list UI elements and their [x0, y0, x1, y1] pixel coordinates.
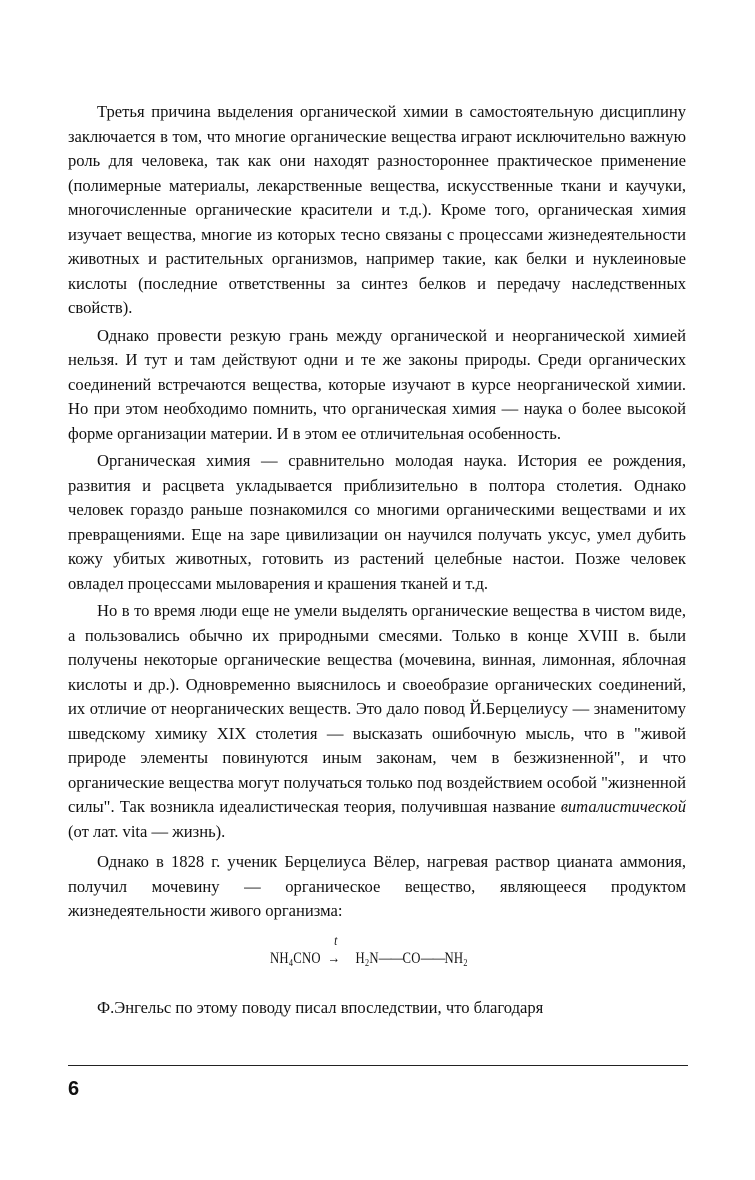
paragraph-no-sharp-boundary: Однако провести резкую грань между органической и неорганической химией нельзя. И тут и там действуют одни и те же законы природы. Среди органических соединений встречаются вещества, которые изучают в курсе неорганической химии. Но при этом необходимо помнить, что органическая химия — наука о более высокой форме организации материи. И в этом ее отличительная особенность.	[68, 325, 686, 443]
product-carbonyl: CO	[402, 949, 421, 967]
paragraph-vitalism-text: Но в то время люди еще не умели выделять органические вещества в чистом виде, а пользовались обычно их природными смесями. Только в конце XVIII в. были получены некоторые органические вещества (мочевина, винная, лимонная, яблочная кислоты и др.). Одновременно выяснилось и своеобразие органических соединений, их отличие от неорганических веществ. Это дало повод Й.Берцелиусу — знаменитому шведскому химику XIX столетия — высказать ошибочную мысль, что в "живой природе элементы повинуются иным законам, чем в безжизненной", и что органические вещества могут получаться только под воздействием особой "жизненной силы". Так возникла идеалистическая теория, получившая название	[68, 601, 686, 816]
paragraph-engels: Ф.Энгельс по этому поводу писал впоследствии, что благодаря	[97, 997, 544, 1017]
product-amine-group: $H_2N$	[355, 949, 379, 969]
paragraph-vitalism	[68, 599, 686, 844]
bond-2: ——	[420, 949, 445, 967]
bond-1: ——	[378, 949, 403, 967]
footer-rule	[68, 1065, 688, 1066]
paragraph-wohler-synthesis: Однако в 1828 г. ученик Берцелиуса Вёлер, нагревая раствор цианата аммония, получил мочевину — органическое вещество, являющееся продуктом жизнедеятельности живого организма:	[68, 852, 686, 920]
page-number: 6	[68, 1078, 80, 1100]
paragraph-organic-chemistry-reason: Третья причина выделения органической химии в самостоятельную дисциплину заключается в том, что многие органические вещества играют исключительно важную роль для человека, так как они находят разностороннее практическое применение (полимерные материалы, лекарственные вещества, искусственные ткани и каучуки, многочисленные органические красители и т.д.). Кроме того, органическая химия изучает вещества, многие из которых тесно связаны с процессами жизнедеятельности животных и растительных организмов, например такие, как белки и нуклеиновые кислоты (последние ответственны за синтез белков и передачу наследственных свойств).	[68, 102, 686, 317]
paragraph-young-science: Органическая химия — сравнительно молодая наука. История ее рождения, развития и расцвета укладывается приблизительно в полтора столетия. Однако человек гораздо раньше познакомился со многими органическими веществами и их превращениями. Еще на заре цивилизации он научился получать уксус, умел дубить кожу убитых животных, готовить из растений целебные настои. Позже человек овладел процессами мыловарения и крашения тканей и т.д.	[68, 451, 686, 593]
reaction-arrow-icon: t →	[327, 933, 341, 967]
heat-condition: t	[334, 933, 338, 949]
reactant-ammonium-cyanate: $NH_4CNO$	[270, 949, 321, 969]
body-text	[68, 100, 686, 1020]
vitalism-tail: (от лат. vita — жизнь).	[68, 821, 226, 841]
urea-synthesis-equation	[68, 933, 686, 976]
product-amine-group-2: $NH_2$	[444, 949, 468, 969]
vitalism-term: виталистической	[560, 797, 686, 816]
